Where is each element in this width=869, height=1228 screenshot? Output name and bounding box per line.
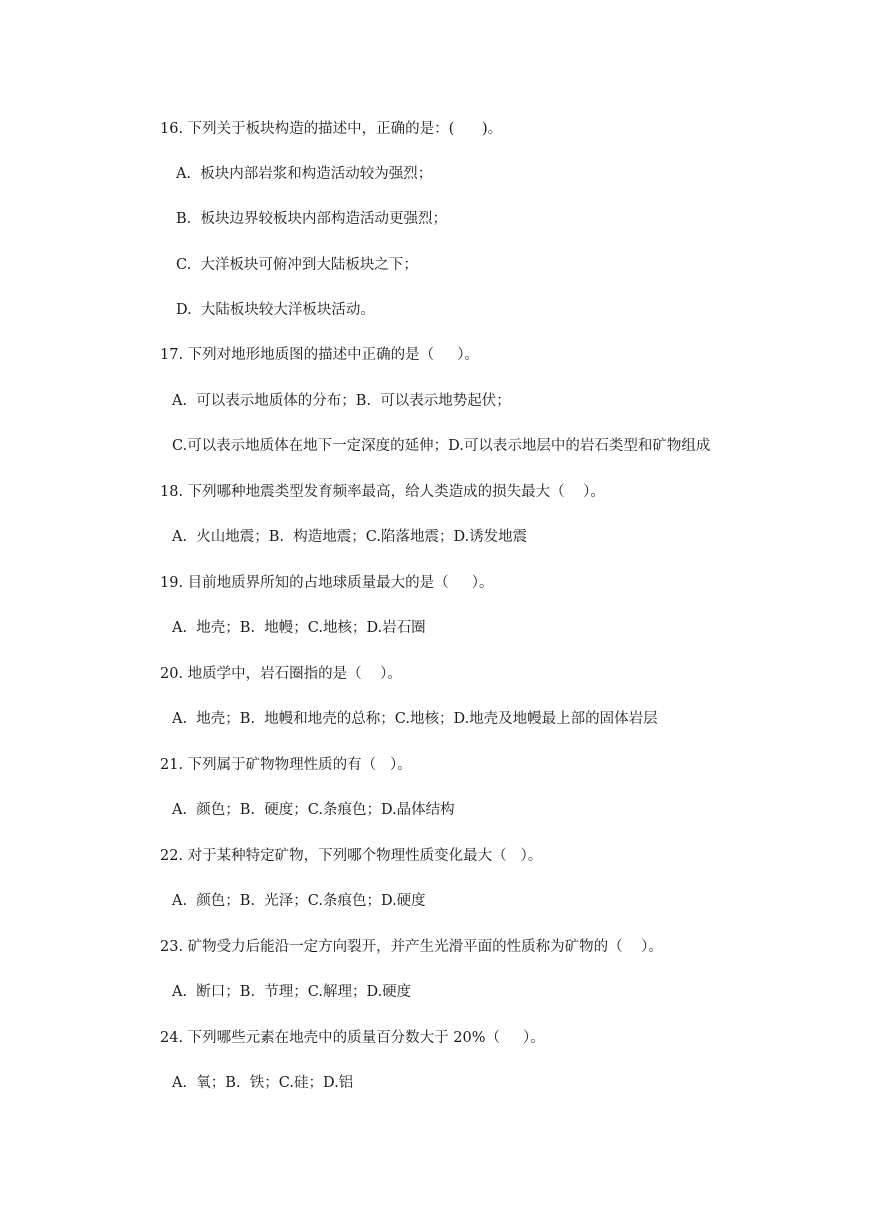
question-19-options: A. 地壳；B. 地幔；C.地核；D.岩石圈	[172, 620, 426, 636]
question-20-options: A. 地壳；B. 地幔和地壳的总称；C.地核；D.地壳及地幔最上部的固体岩层	[172, 711, 658, 727]
question-20-stem: 20. 地质学中，岩石圈指的是（ ）。	[160, 666, 402, 682]
question-22-stem: 22. 对于某种特定矿物，下列哪个物理性质变化最大（ ）。	[160, 848, 543, 864]
question-19-stem: 19. 目前地质界所知的占地球质量最大的是（ ）。	[160, 575, 494, 591]
question-16-option-c: C. 大洋板块可俯冲到大陆板块之下；	[176, 257, 418, 273]
question-24-options: A. 氧；B. 铁；C.硅；D.铝	[172, 1075, 354, 1091]
question-16-option-b: B. 板块边界较板块内部构造活动更强烈；	[176, 211, 447, 227]
question-18-options: A. 火山地震；B. 构造地震；C.陷落地震；D.诱发地震	[172, 529, 528, 545]
question-23-options: A. 断口；B. 节理；C.解理；D.硬度	[172, 984, 412, 1000]
question-16-option-a: A. 板块内部岩浆和构造活动较为强烈；	[176, 166, 433, 182]
question-17-options-line-1: A. 可以表示地质体的分布；B. 可以表示地势起伏；	[172, 393, 511, 409]
question-23-stem: 23. 矿物受力后能沿一定方向裂开，并产生光滑平面的性质称为矿物的（ ）。	[160, 939, 663, 955]
question-21-stem: 21. 下列属于矿物物理性质的有（ ）。	[160, 757, 412, 773]
question-22-options: A. 颜色；B. 光泽；C.条痕色；D.硬度	[172, 893, 426, 909]
question-17-stem: 17. 下列对地形地质图的描述中正确的是（ ）。	[160, 347, 479, 363]
question-18-stem: 18. 下列哪种地震类型发育频率最高，给人类造成的损失最大（ ）。	[160, 484, 605, 500]
question-24-stem: 24. 下列哪些元素在地壳中的质量百分数大于 20%（ ）。	[160, 1030, 545, 1046]
question-21-options: A. 颜色；B. 硬度；C.条痕色；D.晶体结构	[172, 802, 455, 818]
question-17-options-line-2: C.可以表示地质体在地下一定深度的延伸；D.可以表示地层中的岩石类型和矿物组成	[172, 438, 711, 454]
question-16-stem: 16. 下列关于板块构造的描述中，正确的是：( )。	[160, 121, 503, 137]
question-16-option-d: D. 大陆板块较大洋板块活动。	[176, 302, 375, 318]
